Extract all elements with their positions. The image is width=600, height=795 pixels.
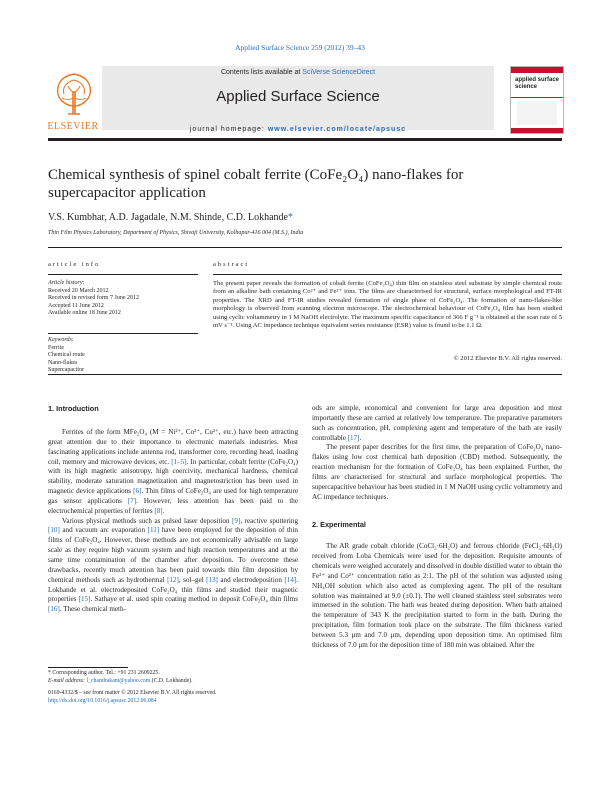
abstract-rule	[213, 274, 562, 275]
header-rule	[48, 138, 562, 141]
author-names: V.S. Kumbhar, A.D. Jagadale, N.M. Shinde, C.D. Lokhande	[48, 212, 288, 223]
reference-link[interactable]: [8]	[154, 506, 163, 515]
text-run: . These chemical meth-	[59, 605, 126, 614]
cover-bottom-band	[511, 128, 563, 133]
keywords-label: Keywords:	[48, 337, 74, 343]
sciencedirect-link[interactable]: SciVerse ScienceDirect	[302, 69, 376, 76]
elsevier-tree-logo	[48, 68, 100, 128]
section-spacer	[312, 530, 562, 542]
contents-prefix: Contents lists available at	[220, 69, 303, 76]
title-rule	[48, 247, 562, 248]
email-suffix: (C.D. Lokhande).	[150, 677, 193, 684]
contents-available-line	[102, 69, 494, 76]
homepage-prefix: journal homepage:	[189, 126, 268, 133]
cover-title: applied surface science	[515, 77, 560, 90]
keyword-item: Chemical route	[48, 352, 85, 359]
keyword-item: Supercapacitor	[48, 367, 84, 374]
text-run: Ferrites of the form MFe₂O₄ (M = Ni²⁺, Co²⁺, Cu²⁺, etc.) have been attracting great attention due to their importance to electronic materials industries. Most fascinating applications include antenna rod, transformer core, recording head, loading coil, memory and microwave devices, etc.	[48, 428, 298, 466]
reference-link[interactable]: [13]	[206, 575, 218, 584]
text-run: ods are simple, economical and convenient for large area deposition and most importantly these are carried at relatively low temperature. The preparative parameters such as concentration, pH, complexing agent and temperature of the bath are easily controllable	[312, 404, 562, 442]
section-spacer	[312, 502, 562, 520]
text-run: . However, less attention has been paid to the electrochemical properties of ferrites	[48, 496, 298, 515]
reference-link[interactable]: [1–5]	[171, 457, 187, 466]
text-run: have been employed for the deposition of thin films of CoFe₂O₄. However, these methods are not economically advisable on large scale as they require high vacuum system and high reaction temperatures and at the same time contamination of the chamber after deposition. To overcome these drawbacks, recently much attention has been paid towards thin film deposition by chemical methods such as hydrothermal	[48, 526, 298, 584]
left-text-column	[48, 428, 298, 615]
right-text-column	[312, 404, 562, 651]
keyword-item: Nano-flakes	[48, 359, 78, 366]
abstract-bottom-rule	[48, 374, 562, 375]
reference-link[interactable]: [7]	[127, 496, 137, 505]
corresponding-author-note: * Corresponding author. Tel.: +91 231 2609225.	[48, 670, 160, 676]
text-run: . Thin films of CoFe₂O₄ are used for high temperature gas sensor applications	[48, 487, 298, 505]
reference-link[interactable]: [12]	[167, 575, 179, 584]
reference-link[interactable]: [17]	[347, 433, 360, 442]
email-note	[48, 678, 298, 686]
intro-paragraph-1	[48, 428, 298, 517]
abstract-heading: abstract	[213, 261, 250, 268]
cover-graphic	[517, 101, 557, 125]
email-link[interactable]: l_chandrakant@yahoo.com	[86, 677, 151, 684]
reference-link[interactable]: [16]	[48, 605, 60, 614]
intro-paragraph-2	[48, 517, 298, 615]
journal-citation[interactable]: Applied Surface Science 259 (2012) 39–43	[235, 43, 365, 52]
received-date: Received 20 March 2012	[48, 287, 109, 294]
text-run: and vacuum arc evaporation	[59, 526, 148, 535]
front-matter-info	[48, 690, 298, 705]
text-run: , sol–gel	[178, 575, 207, 584]
doi-link[interactable]: http://dx.doi.org/10.1016/j.apsusc.2012.06.084	[48, 697, 157, 704]
abstract-copyright: © 2012 Elsevier B.V. All rights reserved.	[453, 355, 562, 362]
reference-link[interactable]: [6]	[133, 487, 142, 496]
reference-link[interactable]: [10]	[48, 526, 60, 535]
intro-paragraph-3: The present paper describes for the first time, the preparation of CoFe₂O₄ nano-flakes using low cost chemical bath deposition (CBD) method. Subsequently, the reaction mechanism for the formation of CoFe₂O₄ has been explained. Further, the films are characterised for structural and surface morphological properties. The supercapacitive behaviour has been studied in 1 M NaOH using cyclic voltammetry and AC impedance techniques.	[312, 443, 562, 501]
article-history	[48, 280, 198, 318]
footnote-rule	[48, 667, 128, 668]
keywords-block	[48, 337, 198, 375]
article-title: Chemical synthesis of spinel cobalt ferrite (CoFe₂O₄) nano-flakes for supercapacitor application	[48, 167, 464, 201]
history-label: Article history:	[48, 280, 85, 286]
footnotes	[48, 670, 298, 685]
text-run: .	[162, 506, 165, 515]
text-run: .	[359, 433, 362, 442]
accepted-date: Accepted 11 June 2012	[48, 302, 104, 309]
text-run: . Lokhande et al. electrodeposited CoFe₂O₄ thin films and studied their magnetic properties	[48, 575, 299, 604]
journal-title: Applied Surface Science	[216, 88, 380, 105]
introduction-section-heading	[48, 404, 298, 414]
text-run: Various physical methods such as pulsed laser deposition	[62, 516, 233, 525]
text-run: and electrodeposition	[217, 575, 285, 584]
keywords-rule	[48, 333, 198, 334]
reference-link[interactable]: [15]	[78, 595, 91, 604]
author-affiliation: Thin Film Physics Laboratory, Department of Physics, Shivaji University, Kolhapur-416 004 (M.S.), India	[48, 230, 304, 236]
cover-top-band	[511, 67, 563, 73]
journal-homepage-line	[102, 126, 494, 133]
issn-line: 0169-4332/$ – see front matter © 2012 Elsevier B.V. All rights reserved.	[48, 690, 217, 696]
reference-link[interactable]: [14]	[284, 575, 297, 584]
cover-rule	[511, 97, 563, 98]
email-label: E-mail address:	[48, 677, 87, 684]
reference-link[interactable]: [11]	[147, 526, 160, 535]
text-run: , reactive sputtering	[240, 516, 298, 525]
keyword-item: Ferrite	[48, 344, 64, 351]
reference-link[interactable]: [9]	[232, 516, 241, 525]
intro-paragraph-continued	[312, 404, 562, 443]
online-date: Available online 18 June 2012	[48, 310, 121, 317]
article-info-heading: article info	[48, 261, 101, 268]
text-run: . In particular, cobalt ferrite (CoFe₂O₄) with its high magnetic anisotropy, high coercivity, mechanical hardness, chemical stability, moderate saturation magnetization and magnetostriction has been used in magnetic device applications	[48, 457, 298, 496]
corresponding-author-mark[interactable]: *	[287, 212, 293, 223]
author-list	[48, 212, 293, 223]
experimental-paragraph-1: The AR grade cobalt chloride (CoCl₂·6H₂O) and ferrous chloride (FeCl₂·6H₂O) received from Loba Chemicals were used for the deposition. Requisite amounts of chemicals were weighed accurately and dissolved in double distilled water to obtain the Fe²⁺ and Co²⁺ concentration ratio as 2:1. The pH of the solution was adjusted using NH₄OH solution which also acted as complexing agent. The pH of the resultant solution was maintained at 9.0 (±0.1). The well cleaned stainless steel substrates were immersed in the solution. The bath was heated during deposition. When bath attained the temperature of 343 K the precipitation started to form in the bath. During the precipitation, film formation took place on the substrate. The film thickness varied between 5.3 μm and 7.0 μm, depending upon deposition time. An optimised film thickness of 7.0 μm for the deposition time of 180 min was obtained. After the	[312, 542, 562, 649]
revised-date: Received in revised form 7 June 2012	[48, 295, 139, 302]
abstract-body: The present paper reveals the formation of cobalt ferrite (CoFe₂O₄) thin film on stainless steel substrate by simple chemical route from an alkaline bath containing Co²⁺ and Fe²⁺ ions. The films are characterised for structural, surface morphological and FT-IR properties. The XRD and FT-IR studies revealed formation of single phase of CoFe₂O₄. The formation of nano-flakes-like morphology is observed from scanning electron microscope. The electrochemical behaviour of CoFe₂O₄ film has been studied using cyclic voltammetry in 1 M NaOH electrolyte. The maximum specific capacitance of 366 F g⁻¹ is obtained at the scan rate of 5 mV s⁻¹. Using AC impedance technique equivalent series resistance (ESR) value is found to be 1.1 Ω.	[213, 280, 562, 330]
journal-cover-thumbnail	[510, 66, 564, 134]
experimental-heading: 2. Experimental	[312, 520, 366, 530]
journal-homepage-link[interactable]: www.elsevier.com/locate/apsusc	[267, 126, 407, 133]
elsevier-wordmark: ELSEVIER	[47, 121, 99, 132]
introduction-heading: 1. Introduction	[48, 404, 99, 413]
text-run: . Sathaye et al. used spin coating method to deposit CoFe₂O₄ thin films	[90, 595, 299, 604]
article-info-rule	[48, 274, 198, 275]
